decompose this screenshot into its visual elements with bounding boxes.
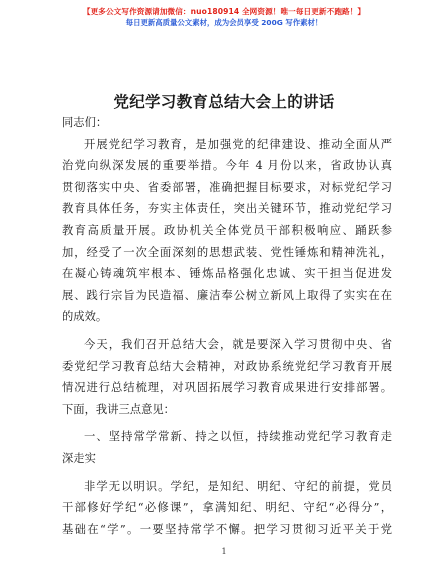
paragraph-line: 干部修好学纪“必修课”，拿满知纪、明纪、守纪“必得分”， (62, 501, 392, 515)
promo-banner-line-2: 每日更新高质量公文素材，成为会员享受 200G 写作素材！ (125, 18, 323, 27)
paragraph-line: 在凝心铸魂筑牢根本、锤炼品格强化忠诚、实干担当促进发 (62, 267, 392, 281)
paragraph-3 (62, 476, 392, 541)
paragraph-line: 贯彻落实中央、省委部署，准确把握目标要求，对标党纪学习 (62, 180, 392, 194)
heading-line: 深走实 (62, 451, 96, 465)
paragraph-line: 非学无以明识。学纪，是知纪、明纪、守纪的前提，党员 (84, 479, 392, 493)
page-number: 1 (221, 547, 227, 556)
document-title: 党纪学习教育总结大会上的讲话 (113, 92, 335, 111)
paragraph-line: 展、践行宗旨为民造福、廉洁奉公树立新风上取得了实实在在 (62, 288, 392, 302)
paragraph-line: 情况进行总结梳理，对巩固拓展学习教育成果进行安排部署。 (62, 381, 392, 395)
paragraph-line: 的成效。 (62, 310, 108, 324)
paragraph-line: 开展党纪学习教育，是加强党的纪律建设、推动全面从严 (84, 137, 392, 151)
promo-banner-line-1: 【更多公文写作资源请加微信：nuo180914 全网资源！唯一每日更新不跑路！】 (82, 7, 366, 16)
paragraph-line: 治党向纵深发展的重要举措。今年 4 月份以来，省政协认真 (62, 159, 392, 173)
heading-line: 一、坚持常学常新、持之以恒，持续推动党纪学习教育走 (84, 430, 392, 444)
paragraph-1 (62, 134, 392, 328)
paragraph-line: 加，经受了一次全面深刻的思想武装、党性锤炼和精神洗礼， (62, 245, 392, 259)
document-body (62, 112, 392, 540)
paragraph-line: 今天，我们召开总结大会，就是要深入学习贯彻中央、省 (84, 337, 392, 351)
paragraph-line: 下面，我讲三点意见： (62, 402, 175, 416)
paragraph-2 (62, 334, 392, 420)
section-heading-1 (62, 426, 392, 469)
paragraph-line: 委党纪学习教育总结大会精神，对政协系统党纪学习教育开展 (62, 359, 392, 373)
paragraph-line: 教育高质量开展。政协机关全体党员干部积极响应、踊跃参 (62, 223, 392, 237)
paragraph-line: 教育具体任务，夯实主体责任，突出关键环节，推动党纪学习 (62, 202, 392, 216)
salutation: 同志们： (62, 116, 108, 129)
paragraph-line: 基础在“学”。一要坚持常学不懈。把学习贯彻习近平关于党 (62, 522, 392, 536)
